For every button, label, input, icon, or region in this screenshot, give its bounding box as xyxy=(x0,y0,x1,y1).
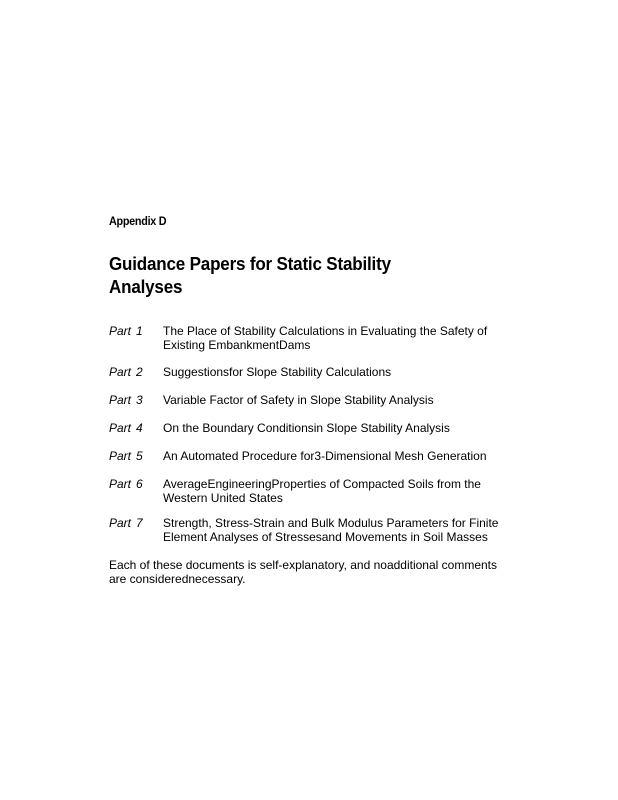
part-number: Part 3 xyxy=(109,393,143,407)
part-number: Part 6 xyxy=(109,477,143,491)
part-number: Part 1 xyxy=(109,324,143,338)
part-title: Variable Factor of Safety in Slope Stability Analysis xyxy=(163,393,434,407)
part-number: Part 2 xyxy=(109,365,143,379)
appendix-label: Appendix D xyxy=(109,214,167,228)
part-number: Part 7 xyxy=(109,516,143,530)
part-title: Suggestionsfor Slope Stability Calculations xyxy=(163,365,392,379)
part-title: An Automated Procedure for3-Dimensional Mesh Generation xyxy=(163,449,487,463)
part-title: Strength, Stress-Strain and Bulk Modulus Parameters for Finite Element Analyses of Stressesand Movements in Soil Masses xyxy=(163,516,499,544)
part-title: On the Boundary Conditionsin Slope Stability Analysis xyxy=(163,421,450,435)
part-number: Part 5 xyxy=(109,449,143,463)
part-title: The Place of Stability Calculations in Evaluating the Safety of Existing EmbankmentDams xyxy=(163,324,488,352)
page-title xyxy=(109,252,413,298)
title-line-2: Analyses xyxy=(109,276,183,297)
title-line-1: Guidance Papers for Static Stability xyxy=(109,253,391,274)
part-title: AverageEngineeringProperties of Compacted Soils from the Western United States xyxy=(163,477,481,505)
closing-paragraph: Each of these documents is self-explanatory, and noadditional comments are considerednecessary. xyxy=(109,558,497,586)
part-number: Part 4 xyxy=(109,421,143,435)
